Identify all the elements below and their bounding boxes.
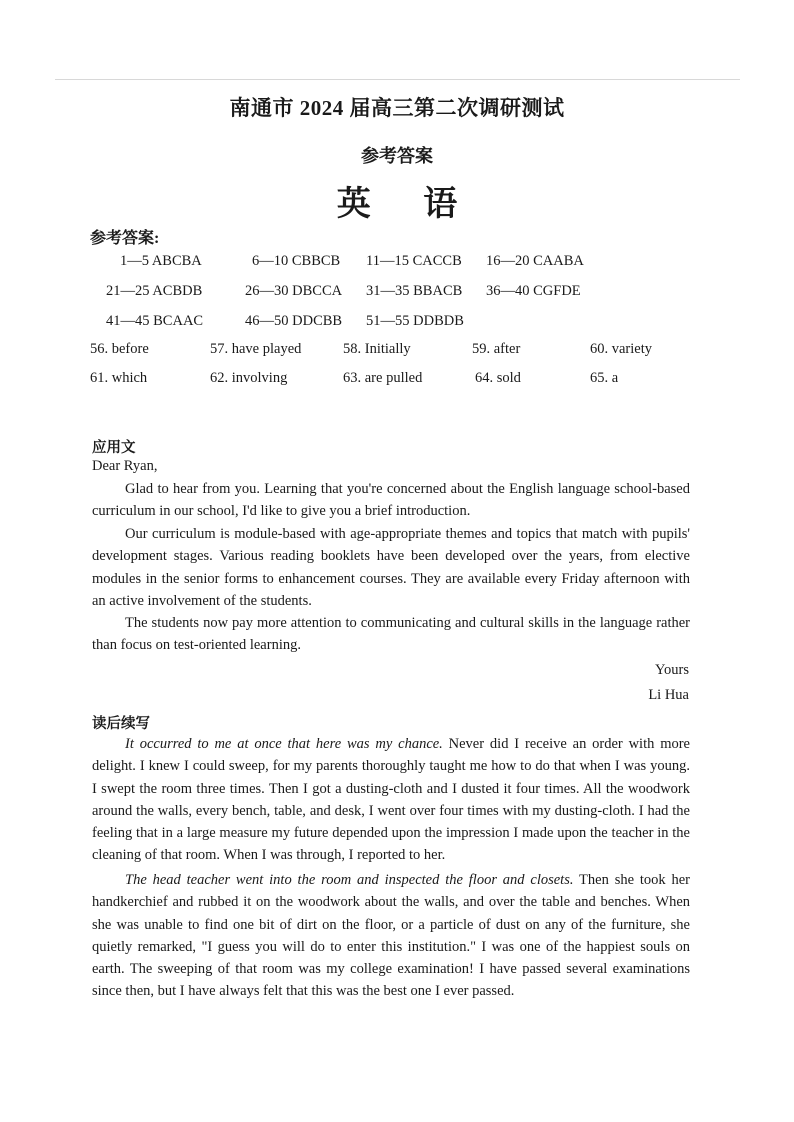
fill-answer: 65. a <box>590 370 619 386</box>
paragraph-body: Never did I receive an order with more delight. I knew I could sweep, for my parents thoroughly taught me how to do that when I was young. I swept the room three times. Then I got a dusting-cloth and I dusted it four times. All the woodwork around the walls, every bench, table, and desk, I went over four times with my dusting-cloth. I had the feeling that in a large measure my future depended upon the impression I made upon the teacher in the cleaning of that room. When I was through, I reported to her. <box>92 736 690 864</box>
answer-group: 21—25 ACBDB <box>106 283 203 299</box>
fill-answer: 56. before <box>90 341 149 357</box>
letter-signature: Li Hua <box>648 687 689 703</box>
continuation-paragraph-2 <box>92 869 690 1003</box>
paragraph-lead-sentence: The head teacher went into the room and inspected the floor and closets. <box>125 872 574 888</box>
answer-group: 41—45 BCAAC <box>106 313 204 329</box>
page-title: 南通市 2024 届高三第二次调研测试 <box>229 96 565 120</box>
continuation-paragraph-1 <box>92 733 690 867</box>
answer-group: 51—55 DDBDB <box>366 313 464 329</box>
answer-group: 46—50 DDCBB <box>245 313 343 329</box>
top-rule <box>55 79 740 80</box>
fill-answer: 62. involving <box>210 370 288 386</box>
answer-group: 26—30 DBCCA <box>245 283 343 299</box>
fill-answer: 61. which <box>90 370 148 386</box>
answers-heading: 参考答案: <box>90 230 160 247</box>
answer-group: 1—5 ABCBA <box>120 253 202 269</box>
paragraph-lead-sentence: It occurred to me at once that here was my chance. <box>125 736 443 752</box>
answer-group: 16—20 CAABA <box>486 253 584 269</box>
letter-paragraph: The students now pay more attention to communicating and cultural skills in the language rather than focus on test-oriented learning. <box>92 615 690 654</box>
fill-answer: 58. Initially <box>343 341 411 357</box>
letter-salutation: Dear Ryan, <box>92 458 158 474</box>
subject-title: 英 语 <box>336 186 480 223</box>
answer-group: 11—15 CACCB <box>366 253 462 269</box>
answer-group: 31—35 BBACB <box>366 283 463 299</box>
paragraph-body: Then she took her handkerchief and rubbed it on the woodwork about the walls, and over the table and benches. When she was unable to find one bit of dirt on the floor, or a particle of dust on any of the furniture, she quietly remarked, "I guess you will do to enter this institution." I was one of the happiest souls on earth. The sweeping of that room was my college examination! I have passed several examinations since then, but I have always felt that this was the best one I ever passed. <box>92 872 690 1000</box>
page-subtitle: 参考答案 <box>361 146 433 166</box>
fill-answer: 64. sold <box>475 370 521 386</box>
fill-answer: 60. variety <box>590 341 653 357</box>
answer-group: 36—40 CGFDE <box>486 283 581 299</box>
fill-answer: 59. after <box>472 341 521 357</box>
continuation-heading: 读后续写 <box>92 716 150 732</box>
letter-heading: 应用文 <box>92 440 136 456</box>
fill-answer: 57. have played <box>210 341 302 357</box>
letter-closing: Yours <box>655 662 689 678</box>
letter-paragraph: Our curriculum is module-based with age-appropriate themes and topics that match with pupils' development stages. Various reading booklets have been developed over the years, from elective modules in the senior forms to enhancement courses. They are available every Friday afternoon with an active involvement of the students. <box>92 526 690 609</box>
fill-answer: 63. are pulled <box>343 370 423 386</box>
answer-group: 6—10 CBBCB <box>252 253 341 269</box>
letter-paragraph: Glad to hear from you. Learning that you're concerned about the English language school-based curriculum in our school, I'd like to give you a brief introduction. <box>92 481 690 520</box>
